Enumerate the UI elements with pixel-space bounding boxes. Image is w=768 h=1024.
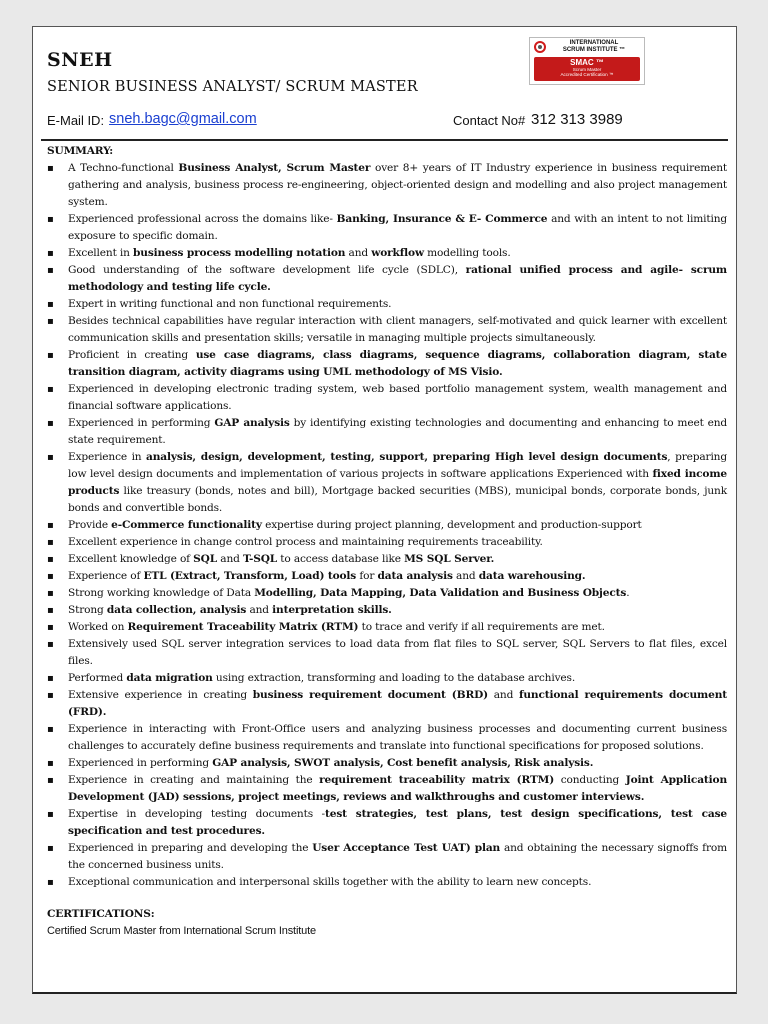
summary-bold-text: data migration <box>126 672 213 684</box>
smac-certification-logo <box>529 37 645 85</box>
summary-text: and <box>345 247 372 259</box>
summary-text: Experience in creating and maintaining the <box>68 774 320 786</box>
summary-item <box>47 296 727 313</box>
summary-item <box>47 262 727 296</box>
summary-item <box>47 721 727 755</box>
phone-number: 312 313 3989 <box>531 111 623 128</box>
resume-page <box>32 26 737 994</box>
summary-bold-text: requirement traceability matrix (RTM) <box>319 774 555 786</box>
summary-bold-text: business requirement document (BRD) <box>252 689 489 701</box>
summary-text: and <box>246 604 273 616</box>
candidate-title: SENIOR BUSINESS ANALYST/ SCRUM MASTER <box>47 79 418 95</box>
summary-text: Strong <box>68 604 107 616</box>
summary-text: . <box>626 587 630 599</box>
summary-text: to access database like <box>277 553 405 565</box>
summary-text: Excellent knowledge of <box>68 553 194 565</box>
summary-text: Performed <box>68 672 127 684</box>
candidate-name: SNEH <box>47 49 113 71</box>
summary-bold-text: use case diagrams, class diagrams, sequence diagrams, collaboration diagram, state transition diagram, activity diagrams using UML methodology of MS Visio. <box>68 349 727 378</box>
summary-item <box>47 568 727 585</box>
summary-bold-text: workflow <box>371 247 424 259</box>
summary-text: by identifying existing technologies and documenting and enhancing to meet end state requirement. <box>68 417 728 446</box>
summary-bold-text: interpretation skills. <box>272 604 392 616</box>
summary-item <box>47 415 727 449</box>
summary-text: for <box>356 570 378 582</box>
summary-text: over 8+ years of IT Industry experience in business requirement gathering and analysis, business process re-engineering, object-oriented design and modelling and also project management system. <box>68 162 727 208</box>
summary-text: Extensive experience in creating <box>68 689 253 701</box>
summary-text: Experienced in preparing and developing the <box>68 842 313 854</box>
summary-item <box>47 670 727 687</box>
summary-text: expertise during project planning, development and production-support <box>261 519 642 531</box>
summary-item <box>47 840 727 874</box>
summary-list <box>47 160 727 891</box>
summary-item <box>47 160 727 211</box>
certifications-heading: CERTIFICATIONS: <box>47 908 155 920</box>
summary-text: to trace and verify if all requirements are met. <box>358 621 605 633</box>
summary-item <box>47 347 727 381</box>
summary-bold-text: T-SQL <box>242 553 278 565</box>
summary-text: and obtaining the necessary signoffs from the concerned business units. <box>68 842 727 871</box>
summary-item <box>47 245 727 262</box>
summary-item <box>47 551 727 568</box>
summary-text: Proficient in creating <box>68 349 196 361</box>
summary-text: Besides technical capabilities have regular interaction with client managers, self-motivated and quick learner with excellent communication skills and presentation skills; versatile in managing multiple projects simultaneously. <box>68 315 727 344</box>
summary-text: Extensively used SQL server integration services to load data from flat files to SQL server, SQL Servers to flat files, excel files. <box>68 638 727 667</box>
summary-item <box>47 602 727 619</box>
summary-bold-text: MS SQL Server. <box>404 553 495 565</box>
summary-text: Strong working knowledge of Data <box>68 587 255 599</box>
summary-bold-text: functional requirements document (FRD). <box>68 689 727 718</box>
summary-bold-text: GAP analysis, SWOT analysis, Cost benefit analysis, Risk analysis. <box>212 757 594 769</box>
summary-bold-text: data collection, analysis <box>106 604 247 616</box>
summary-bold-text: User Acceptance Test UAT) plan <box>312 842 501 854</box>
header-divider <box>41 139 728 141</box>
summary-bold-text: Joint Application Development (JAD) sessions, project meetings, reviews and walkthroughs and customer interviews. <box>68 774 728 803</box>
summary-text: , preparing low level design documents and implementation of various projects in software applications Experienced with <box>68 451 727 480</box>
summary-item <box>47 636 727 670</box>
summary-text: Excellent in <box>68 247 134 259</box>
email-label: E-Mail ID: <box>47 113 105 128</box>
summary-text: Expert in writing functional and non functional requirements. <box>68 298 392 310</box>
contact-label: Contact No# <box>453 113 526 128</box>
summary-text: Experience in interacting with Front-Office users and analyzing business processes and documenting current business challenges to accurately define business requirements and translate into functional specifications for proposed solutions. <box>68 723 727 752</box>
summary-text: modelling tools. <box>423 247 511 259</box>
summary-text: Experienced in performing <box>68 417 215 429</box>
summary-item <box>47 211 727 245</box>
summary-text: Exceptional communication and interpersonal skills together with the ability to learn new concepts. <box>68 876 592 888</box>
summary-bold-text: rational unified process and agile- scrum methodology and testing life cycle. <box>68 264 727 293</box>
summary-text: Good understanding of the software development life cycle (SDLC), <box>68 264 466 276</box>
summary-text: Worked on <box>68 621 128 633</box>
certification-item: Certified Scrum Master from International Scrum Institute <box>47 925 316 937</box>
summary-item <box>47 585 727 602</box>
summary-text: Provide <box>68 519 112 531</box>
summary-text: Excellent experience in change control process and maintaining requirements traceability. <box>68 536 543 548</box>
summary-text: A Techno-functional <box>68 162 179 174</box>
summary-bold-text: data warehousing. <box>478 570 586 582</box>
logo-institute-name: INTERNATIONAL SCRUM INSTITUTE ™ <box>562 40 626 53</box>
summary-bold-text: business process modelling notation <box>133 247 346 259</box>
summary-item <box>47 755 727 772</box>
summary-bold-text: e-Commerce functionality <box>111 519 262 531</box>
summary-item <box>47 517 727 534</box>
summary-text: Experience in <box>68 451 147 463</box>
summary-bold-text: SQL <box>193 553 218 565</box>
summary-text: Experience of <box>68 570 144 582</box>
email-link[interactable]: sneh.bagc@gmail.com <box>109 111 257 127</box>
summary-item <box>47 619 727 636</box>
summary-text: Experienced in performing <box>68 757 213 769</box>
summary-text: Expertise in developing testing documents - <box>68 808 325 820</box>
summary-bold-text: Banking, Insurance & E- Commerce <box>336 213 548 225</box>
summary-item <box>47 534 727 551</box>
summary-item <box>47 874 727 891</box>
summary-bold-text: Business Analyst, Scrum Master <box>178 162 371 174</box>
summary-item <box>47 449 727 517</box>
resume-body <box>47 143 727 940</box>
summary-item <box>47 381 727 415</box>
summary-item <box>47 313 727 347</box>
summary-text: and with an intent to not limiting exposure to specific domain. <box>68 213 728 242</box>
summary-bold-text: Modelling, Data Mapping, Data Validation and Business Objects <box>254 587 627 599</box>
summary-text: and <box>217 553 243 565</box>
summary-bold-text: ETL (Extract, Transform, Load) tools <box>143 570 357 582</box>
summary-text: conducting <box>554 774 626 786</box>
summary-item <box>47 687 727 721</box>
summary-item <box>47 806 727 840</box>
summary-text: Experienced in developing electronic trading system, web based portfolio management system, wealth management and financial software applications. <box>68 383 727 412</box>
summary-text: Experienced professional across the domains like- <box>68 213 337 225</box>
summary-bold-text: test strategies, test plans, test design specifications, test case specification and test procedures. <box>68 808 727 837</box>
summary-text: like treasury (bonds, notes and bill), Mortgage backed securities (MBS), municipal bonds, corporate bonds, junk bonds and convertible bonds. <box>68 485 727 514</box>
summary-bold-text: fixed income products <box>68 468 727 497</box>
summary-heading: SUMMARY: <box>47 145 114 157</box>
summary-bold-text: GAP analysis <box>214 417 290 429</box>
logo-smac-panel: SMAC ™ Scrum Master Accredited Certification ™ <box>534 57 640 81</box>
summary-bold-text: Requirement Traceability Matrix (RTM) <box>127 621 359 633</box>
summary-text: using extraction, transforming and loading to the database archives. <box>212 672 576 684</box>
summary-bold-text: data analysis <box>377 570 453 582</box>
summary-item <box>47 772 727 806</box>
summary-text: and <box>452 570 479 582</box>
summary-text: and <box>488 689 519 701</box>
summary-bold-text: analysis, design, development, testing, support, preparing High level design documents <box>146 451 668 463</box>
